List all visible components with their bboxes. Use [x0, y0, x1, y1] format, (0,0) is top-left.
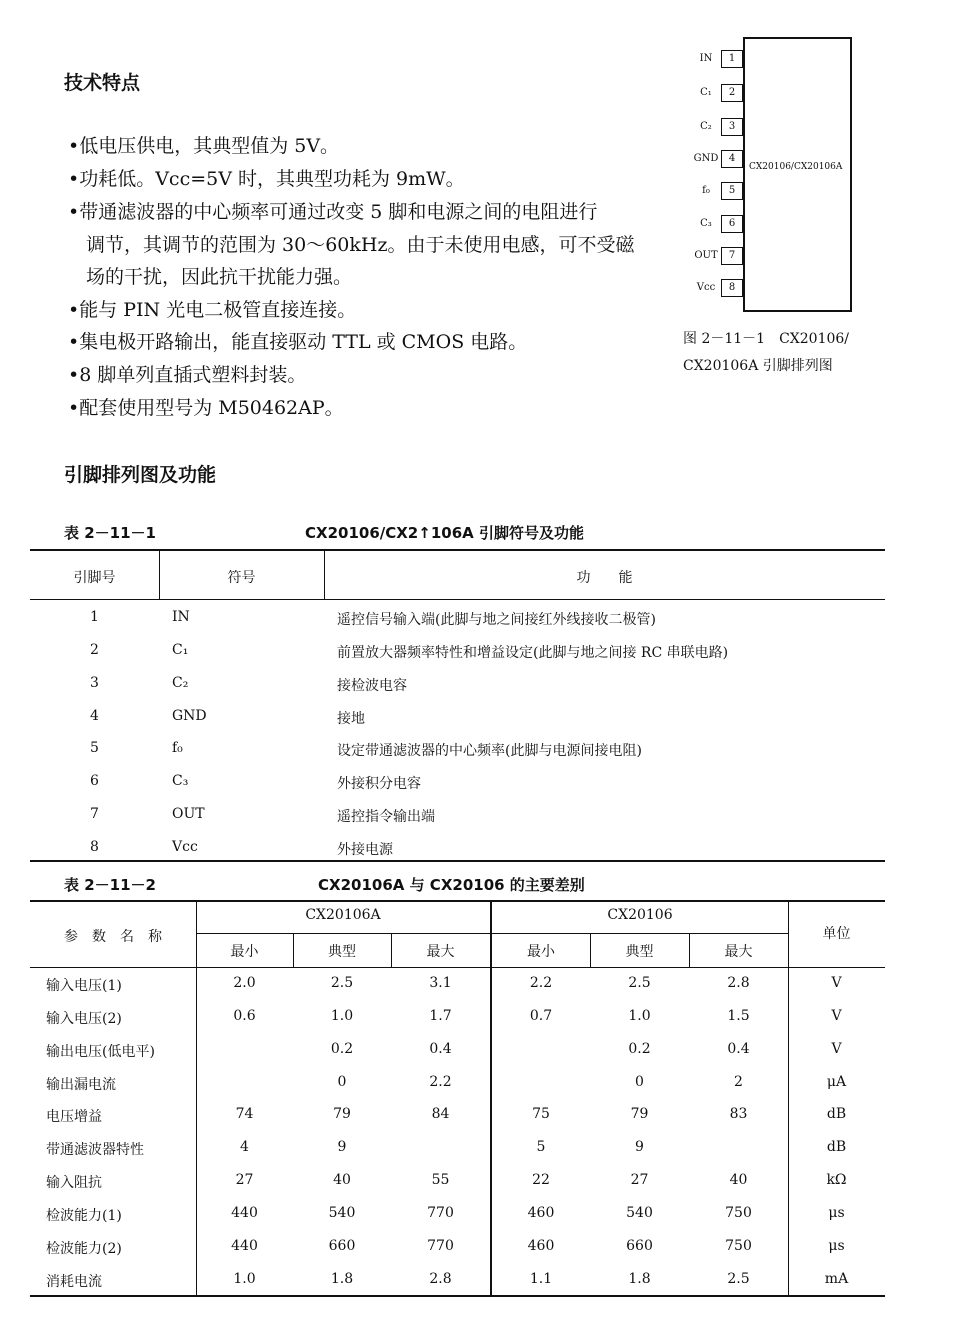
table2-value-cell: 0.4	[429, 1041, 452, 1057]
pin-box-3: 3	[721, 118, 743, 136]
table2-unit-cell: V	[831, 1041, 842, 1057]
table2-value-cell: 9	[635, 1139, 644, 1155]
table2-sub-min: 最小	[527, 944, 555, 960]
table2-value-cell: 0.4	[727, 1041, 750, 1057]
table2-value-cell: 3.1	[429, 975, 452, 991]
table1-symbol: f₀	[172, 740, 183, 756]
table2-unit-cell: kΩ	[826, 1172, 847, 1188]
table2-unit-cell: V	[831, 1008, 842, 1024]
table1-pin-num: 3	[90, 675, 99, 691]
table1-function: 遥控信号输入端(此脚与地之间接红外线接收二极管)	[337, 612, 656, 628]
table2-value-cell: 0.2	[628, 1041, 651, 1057]
feature-bullet-1: •低电压供电，其典型值为 5V。	[68, 135, 340, 157]
table2-top-rule	[30, 900, 885, 902]
table2-value-cell: 1.1	[529, 1271, 553, 1287]
table2-value-cell: 2.5	[330, 975, 354, 991]
table1-symbol: C₃	[172, 773, 189, 789]
table2-sub-max: 最大	[724, 944, 753, 960]
table2-sub-typ: 典型	[328, 944, 356, 960]
table1-function: 接检波电容	[337, 678, 407, 694]
table1-function: 遥控指令输出端	[337, 809, 435, 825]
table1-pin-num: 1	[90, 609, 99, 625]
table2-param-name: 输出电压(低电平)	[46, 1044, 155, 1060]
figure-caption-line1: 图 2－11－1 CX20106/	[683, 331, 850, 347]
table1-pin-num: 4	[90, 708, 99, 724]
table1-symbol: C₂	[172, 675, 189, 691]
table2-value-cell: 27	[630, 1172, 649, 1188]
table2-value-cell: 40	[333, 1172, 351, 1188]
table2-value-cell: 0	[635, 1074, 644, 1090]
table2-value-cell: 40	[729, 1172, 748, 1188]
table2-value-cell: 1.5	[727, 1008, 750, 1024]
table2-value-cell: 79	[333, 1106, 351, 1122]
figure-caption-line2: CX20106A 引脚排列图	[683, 358, 833, 374]
table2-value-cell: 2.5	[727, 1271, 750, 1287]
table2-header-param: 参 数 名 称	[64, 929, 162, 945]
feature-bullet-3-cont2: 场的干扰，因此抗干扰能力强。	[86, 266, 353, 288]
table2-value-cell: 1.0	[233, 1271, 256, 1287]
table2-value-cell: 22	[532, 1172, 550, 1188]
pin-box-1: 1	[721, 50, 743, 68]
feature-bullet-6: •8 脚单列直插式塑料封装。	[68, 364, 307, 386]
table2-param-name: 输入电压(2)	[46, 1011, 122, 1027]
pin-box-7: 7	[721, 247, 743, 265]
table2-value-cell: 1.8	[330, 1271, 354, 1287]
table2-value-cell: 27	[235, 1172, 254, 1188]
table2-value-cell: 1.7	[429, 1008, 452, 1024]
table2-value-cell: 2.8	[727, 975, 750, 991]
pin-label-1: IN	[699, 53, 713, 64]
section-title-features: 技术特点	[64, 72, 141, 94]
table1-pin-num: 2	[90, 642, 99, 658]
table2-header-cx20106a: CX20106A	[305, 907, 381, 923]
pin-box-4: 4	[721, 150, 743, 168]
table2-value-cell: 4	[240, 1139, 249, 1155]
table2-value-cell: 2	[734, 1074, 743, 1090]
pin-label-3: C₂	[700, 121, 712, 132]
table2-param-name: 输出漏电流	[46, 1077, 116, 1093]
table2-param-name: 电压增益	[46, 1109, 102, 1125]
table2-unit-cell: μs	[828, 1205, 845, 1221]
pin-label-2: C₁	[700, 87, 712, 98]
pin-box-6: 6	[721, 215, 743, 233]
feature-bullet-4: •能与 PIN 光电二极管直接连接。	[68, 299, 357, 321]
table2-param-name: 带通滤波器特性	[46, 1142, 144, 1158]
table2-unit-cell: mA	[824, 1271, 849, 1287]
section-title-pinout: 引脚排列图及功能	[64, 464, 217, 486]
table2-unit-cell: μs	[828, 1238, 845, 1254]
table2-sub-min: 最小	[230, 944, 259, 960]
table1-header-rule	[30, 599, 885, 600]
table2-sub-typ: 典型	[625, 944, 654, 960]
table2-value-cell: 440	[231, 1205, 258, 1221]
pin-label-7: OUT	[694, 250, 718, 261]
table1-symbol: IN	[172, 609, 190, 625]
table2-header-rule	[30, 967, 885, 968]
table2-value-cell: 5	[536, 1139, 546, 1155]
table2-value-cell: 0.2	[330, 1041, 354, 1057]
table1-header-function: 功 能	[576, 570, 633, 586]
table2-param-name: 消耗电流	[46, 1274, 102, 1290]
table2-unit-cell: dB	[826, 1139, 847, 1155]
table1-pin-num: 5	[90, 740, 99, 756]
table1-symbol: C₁	[172, 642, 189, 658]
feature-bullet-3-cont1: 调节，其调节的范围为 30～60kHz。由于未使用电感，可不受磁	[86, 234, 635, 256]
table2-value-cell: 1.8	[628, 1271, 651, 1287]
table2-value-cell: 0.7	[529, 1008, 553, 1024]
table2-header-unit: 单位	[822, 926, 851, 942]
feature-bullet-3: •带通滤波器的中心频率可通过改变 5 脚和电源之间的电阻进行	[68, 201, 598, 223]
table2-value-cell: 770	[427, 1238, 454, 1254]
table2-value-cell: 55	[431, 1172, 450, 1188]
table1-function: 外接积分电容	[337, 776, 421, 792]
table2-value-cell: 770	[427, 1205, 454, 1221]
pin-label-5: f₀	[702, 185, 710, 196]
table1-pin-num: 6	[90, 773, 99, 789]
table1-function: 接地	[337, 711, 365, 727]
table2-value-cell: 460	[527, 1238, 555, 1254]
table2-value-cell: 2.0	[233, 975, 256, 991]
table2-value-cell: 750	[725, 1205, 752, 1221]
table2-value-cell: 74	[235, 1106, 254, 1122]
table2-value-cell: 83	[729, 1106, 748, 1122]
table2-value-cell: 460	[527, 1205, 555, 1221]
pin-box-5: 5	[721, 182, 743, 200]
table2-unit-cell: dB	[826, 1106, 847, 1122]
pin-box-8: 8	[721, 279, 743, 297]
table2-param-name: 检波能力(2)	[46, 1241, 122, 1257]
table2-value-cell: 1.0	[330, 1008, 354, 1024]
table1-pin-num: 8	[90, 839, 99, 855]
table1-symbol: OUT	[172, 806, 205, 822]
table2-value-cell: 540	[328, 1205, 356, 1221]
table2-value-cell: 440	[231, 1238, 258, 1254]
feature-bullet-5: •集电极开路输出，能直接驱动 TTL 或 CMOS 电路。	[68, 331, 528, 353]
pin-label-8: Vcc	[696, 282, 716, 293]
table2-value-cell: 0.6	[233, 1008, 256, 1024]
table1-function: 设定带通滤波器的中心频率(此脚与电源间接电阻)	[337, 743, 642, 759]
table2-value-cell: 0	[337, 1074, 347, 1090]
table2-title: CX20106A 与 CX20106 的主要差别	[318, 876, 585, 894]
ic-package-body	[743, 37, 852, 312]
table2-unit-cell: V	[831, 975, 842, 991]
table2-value-cell: 2.2	[429, 1074, 452, 1090]
table1-header-pin: 引脚号	[73, 570, 116, 586]
pin-label-4: GND	[693, 153, 719, 164]
table1-function: 外接电源	[337, 842, 393, 858]
table2-value-cell: 2.5	[628, 975, 651, 991]
table2-value-cell: 84	[431, 1106, 450, 1122]
pin-box-2: 2	[721, 84, 743, 102]
table1-symbol: Vcc	[172, 839, 198, 855]
table2-header-cx20106: CX20106	[607, 907, 673, 923]
table2-bottom-rule	[30, 1295, 885, 1297]
table2-number: 表 2－11－2	[64, 876, 156, 894]
table2-value-cell: 1.0	[628, 1008, 651, 1024]
table2-group-rule	[196, 933, 788, 934]
table2-unit-cell: μA	[826, 1074, 847, 1090]
table2-param-name: 检波能力(1)	[46, 1208, 122, 1224]
table2-param-name: 输入阻抗	[46, 1175, 102, 1191]
table2-value-cell: 75	[532, 1106, 550, 1122]
table2-value-cell: 660	[328, 1238, 356, 1254]
ic-chip-name: CX20106/CX20106A	[749, 162, 843, 172]
table1-number: 表 2－11－1	[64, 524, 156, 542]
table2-param-name: 输入电压(1)	[46, 978, 122, 994]
table2-value-cell: 660	[626, 1238, 653, 1254]
table1-bottom-rule	[30, 860, 885, 862]
table2-sub-max: 最大	[426, 944, 455, 960]
table2-value-cell: 750	[725, 1238, 752, 1254]
table2-value-cell: 9	[337, 1139, 347, 1155]
table1-pin-num: 7	[90, 806, 99, 822]
table1-header-symbol: 符号	[227, 570, 256, 586]
feature-bullet-2: •功耗低。Vcc=5V 时，其典型功耗为 9mW。	[68, 168, 465, 190]
table1-symbol: GND	[172, 708, 207, 724]
table2-value-cell: 2.8	[429, 1271, 452, 1287]
pin-label-6: C₃	[700, 218, 712, 229]
table2-col-divider	[788, 902, 789, 1295]
table1-title: CX20106/CX2↑106A 引脚符号及功能	[305, 524, 584, 542]
table1-function: 前置放大器频率特性和增益设定(此脚与地之间接 RC 串联电路)	[337, 645, 729, 661]
table2-value-cell: 79	[630, 1106, 649, 1122]
feature-bullet-7: •配套使用型号为 M50462AP。	[68, 397, 344, 419]
table2-value-cell: 2.2	[529, 975, 553, 991]
table2-value-cell: 540	[626, 1205, 653, 1221]
